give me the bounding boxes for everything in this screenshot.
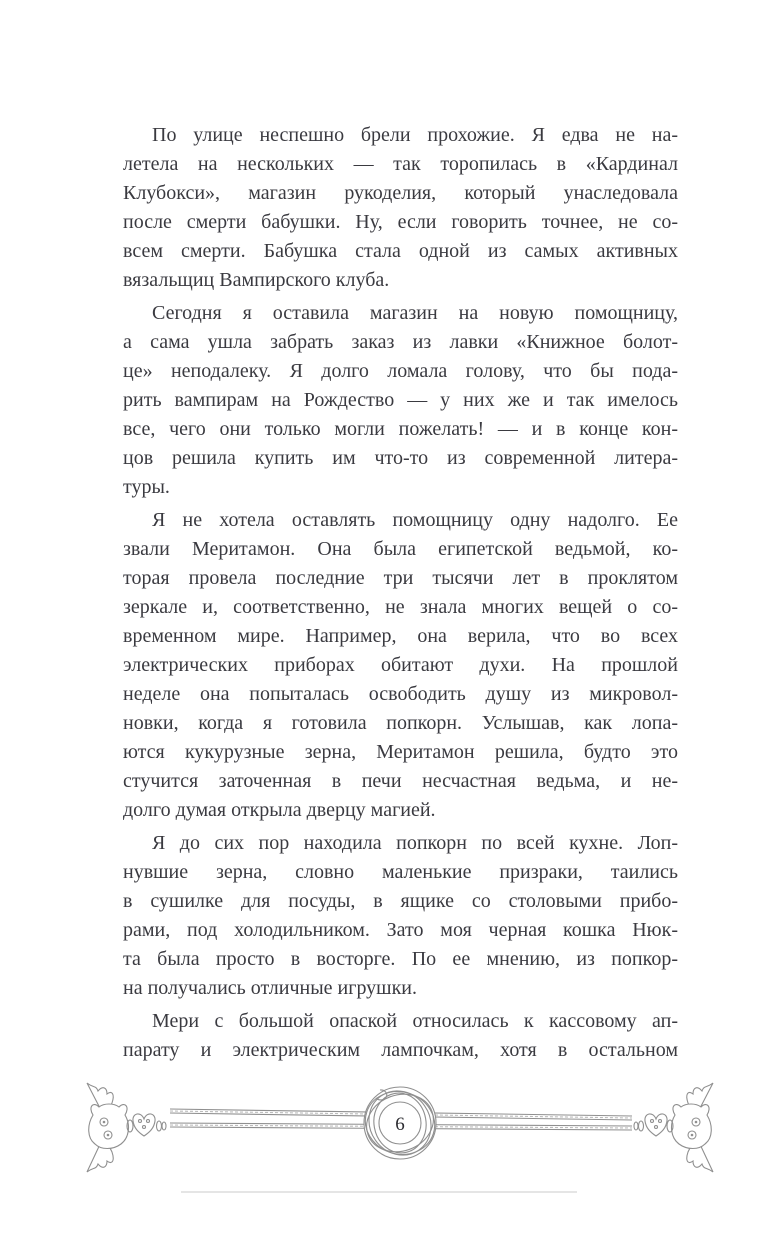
text-line: а сама ушла забрать заказ из лавки «Книжное болот- [123,331,678,353]
text-line: на получались отличные игрушки. [123,977,417,999]
text-line: летела на нескольких — так торопилась в «Кардинал [123,153,678,175]
footer-ornament [80,1076,720,1186]
text-line: По улице неспешно брели прохожие. Я едва не на- [152,124,678,146]
text-line: рить вампирам на Рождество — у них же и так имелось [123,389,678,411]
paragraph [123,299,678,502]
text-line: Мери с большой опаской относилась к кассовому ап- [152,1010,678,1032]
right-bat-icon [634,1083,713,1172]
text-line: цов решила купить им что-то из современной литера- [123,447,678,469]
paragraph [123,121,678,295]
text-line: зеркале и, соответственно, не знала многих вещей о со- [123,596,678,618]
text-line: Клубокси», магазин рукоделия, который унаследовала [123,182,678,204]
text-line: Я не хотела оставлять помощницу одну надолго. Ее [152,509,678,531]
text-line: в сушилке для посуды, в ящике со столовыми прибо- [123,890,678,912]
paragraph [123,1007,678,1065]
text-line: нувшие зерна, словно маленькие призраки, таились [123,861,678,883]
text-line: ются кукурузные зерна, Меритамон решила, будто это [123,741,678,763]
text-line: неделе она попыталась освободить душу из микровол- [123,683,678,705]
text-line: Я до сих пор находила попкорн по всей кухне. Лоп- [152,832,678,854]
body-text [123,121,678,1065]
text-line: новки, когда я готовила попкорн. Услышав, как лопа- [123,712,678,734]
text-line: торая провела последние три тысячи лет в проклятом [123,567,678,589]
text-line: Сегодня я оставила магазин на новую помощницу, [152,302,678,324]
bottom-divider [181,1191,577,1193]
text-line: электрических приборах обитают духи. На прошлой [123,654,678,676]
text-line: це» неподалеку. Я долго ломала голову, что бы пода- [123,360,678,382]
paragraph [123,829,678,1003]
text-line: временном мире. Например, она верила, что во всех [123,625,678,647]
text-line: все, чего они только могли пожелать! — и в конце кон- [123,418,678,440]
left-bat-icon [87,1083,166,1172]
text-line: та была просто в восторге. По ее мнению, из попкор- [123,948,678,970]
text-line: всем смерти. Бабушка стала одной из самых активных [123,240,678,262]
text-line: туры. [123,476,170,498]
text-line: стучится заточенная в печи несчастная ведьма, и не- [123,770,678,792]
text-line: вязальщиц Вампирского клуба. [123,269,390,291]
text-line: парату и электрическим лампочкам, хотя в остальном [123,1039,678,1061]
text-line: долго думая открыла дверцу магией. [123,799,436,821]
page-number: 6 [395,1114,405,1135]
text-line: после смерти бабушки. Ну, если говорить точнее, не со- [123,211,678,233]
paragraph [123,506,678,825]
text-line: рами, под холодильником. Зато моя черная кошка Нюк- [123,919,678,941]
yarn-ball-icon [356,1079,443,1167]
text-line: звали Меритамон. Она была египетской ведьмой, ко- [123,538,678,560]
